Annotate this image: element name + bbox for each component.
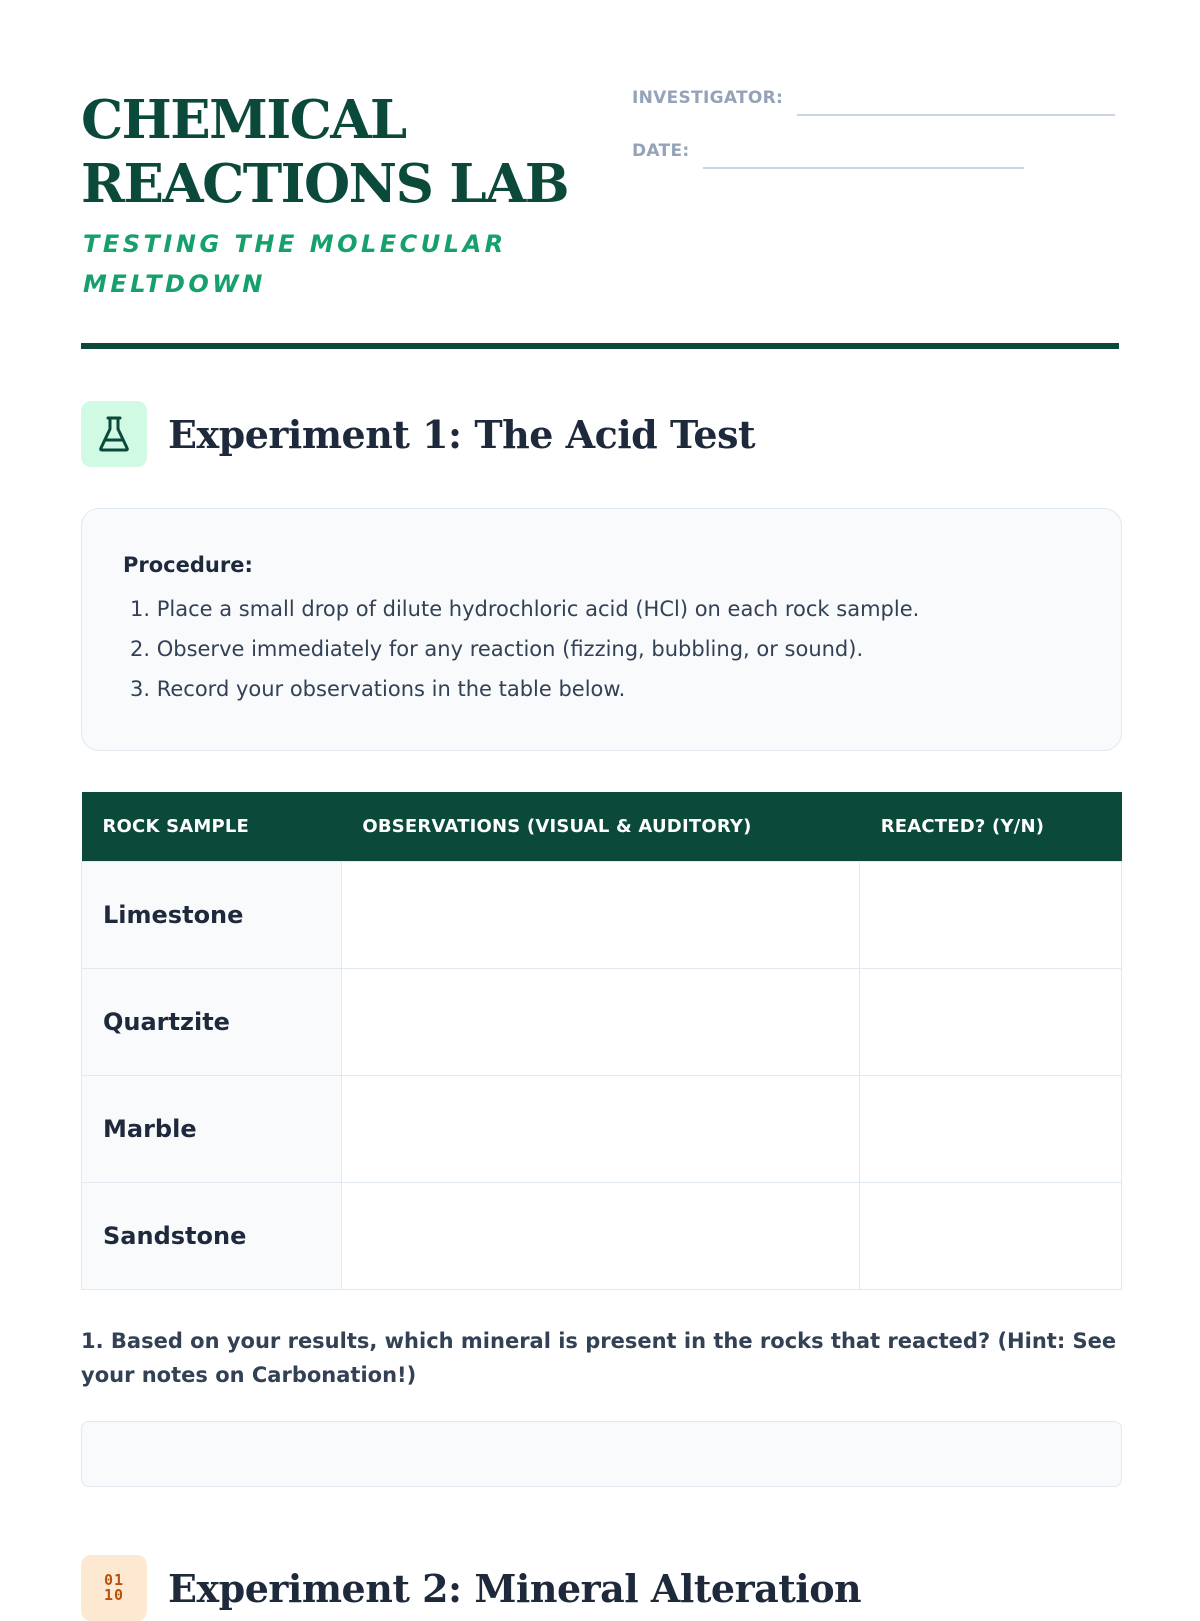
procedure-step: 1. Place a small drop of dilute hydrochloric acid (HCl) on each rock sample. — [130, 597, 920, 621]
rock-sample-cell: Limestone — [82, 861, 342, 968]
binary-icon — [81, 1555, 147, 1621]
reacted-cell[interactable] — [860, 968, 1122, 1075]
table-row — [82, 1075, 1122, 1182]
observations-cell[interactable] — [341, 1075, 859, 1182]
reacted-cell[interactable] — [860, 1182, 1122, 1289]
procedure-box — [81, 508, 1122, 751]
column-header-reacted: REACTED? (Y/N) — [860, 792, 1122, 861]
investigator-label: INVESTIGATOR: — [632, 88, 784, 108]
investigator-field[interactable] — [632, 88, 1115, 108]
title-line-1: CHEMICAL — [81, 89, 406, 151]
experiment-2-heading — [81, 1555, 861, 1621]
column-header-observations: OBSERVATIONS (VISUAL & AUDITORY) — [341, 792, 859, 861]
date-label: DATE: — [632, 141, 690, 161]
observations-cell[interactable] — [341, 968, 859, 1075]
date-field[interactable] — [632, 141, 1024, 161]
page-subtitle: TESTING THE MOLECULAR MELTDOWN — [83, 230, 507, 298]
reacted-cell[interactable] — [860, 1075, 1122, 1182]
worksheet-header — [81, 0, 1119, 349]
date-input-line[interactable] — [703, 167, 1024, 169]
rock-sample-cell: Sandstone — [82, 1182, 342, 1289]
reacted-cell[interactable] — [860, 861, 1122, 968]
rock-sample-cell: Marble — [82, 1075, 342, 1182]
observations-cell[interactable] — [341, 1182, 859, 1289]
observations-table — [81, 792, 1122, 1290]
experiment-1-title: Experiment 1: The Acid Test — [168, 411, 756, 457]
procedure-step: 3. Record your observations in the table below. — [130, 677, 626, 701]
table-row — [82, 861, 1122, 968]
procedure-steps — [123, 589, 1121, 709]
rock-sample-cell: Quartzite — [82, 968, 342, 1075]
binary-icon-top-digits: 01 — [103, 1571, 125, 1589]
binary-icon-bottom-digits: 10 — [103, 1586, 125, 1604]
flask-icon — [81, 401, 147, 467]
table-row — [82, 968, 1122, 1075]
investigator-input-line[interactable] — [797, 114, 1115, 116]
procedure-step: 2. Observe immediately for any reaction (fizzing, bubbling, or sound). — [130, 637, 864, 661]
table-header-row — [82, 792, 1122, 861]
experiment-2-title: Experiment 2: Mineral Alteration — [168, 1565, 862, 1611]
experiment-1-heading — [81, 401, 755, 467]
title-line-2: REACTIONS LAB — [81, 153, 569, 215]
question-1: 1. Based on your results, which mineral is present in the rocks that reacted? (Hint: See your notes on Carbonation!) — [81, 1329, 1117, 1387]
answer-input-box[interactable] — [81, 1421, 1122, 1487]
page-title — [81, 88, 601, 216]
observations-cell[interactable] — [341, 861, 859, 968]
procedure-label: Procedure: — [123, 553, 253, 577]
column-header-rock-sample: ROCK SAMPLE — [82, 792, 342, 861]
table-row — [82, 1182, 1122, 1289]
